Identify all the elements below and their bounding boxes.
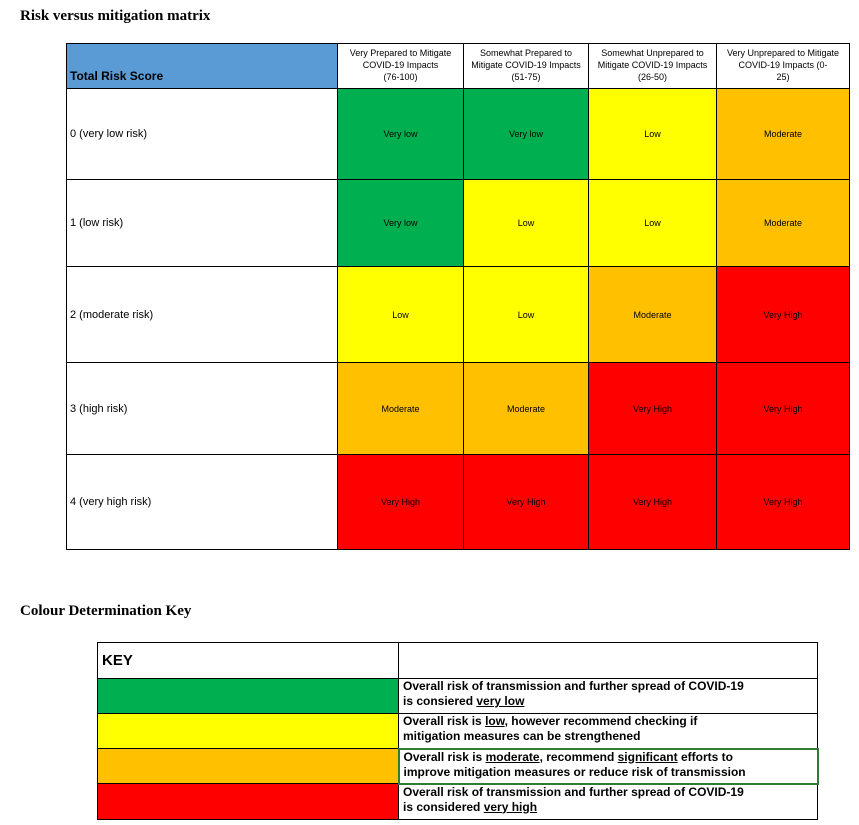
column-header-somewhat-unprepared: Somewhat Unprepared to Mitigate COVID-19 Impacts (26-50) [589,44,717,89]
key-description: Overall risk of transmission and further spread of COVID-19 is consiered very low [399,679,818,714]
row-header: 1 (low risk) [67,180,338,267]
column-header-very-unprepared: Very Unprepared to Mitigate COVID-19 Impacts (0- 25) [717,44,850,89]
risk-mitigation-matrix [66,43,850,550]
matrix-cell: Very low [338,180,464,267]
matrix-cell: Low [464,180,589,267]
matrix-cell: Moderate [589,267,717,363]
matrix-cell: Very High [589,455,717,550]
key-description: Overall risk is moderate, recommend significant efforts to improve mitigation measures or reduce risk of transmission [399,749,818,784]
row-header: 4 (very high risk) [67,455,338,550]
matrix-row [67,180,850,267]
matrix-cell: Moderate [338,363,464,455]
colour-key-table [97,642,819,820]
key-header: KEY [98,643,399,679]
key-description: Overall risk is low, however recommend checking if mitigation measures can be strengthened [399,714,818,749]
matrix-cell: Low [589,180,717,267]
matrix-cell: Moderate [717,89,850,180]
row-header: 3 (high risk) [67,363,338,455]
matrix-cell: Very low [464,89,589,180]
total-risk-score-header: Total Risk Score [67,44,338,89]
matrix-cell: Low [464,267,589,363]
column-header-very-prepared: Very Prepared to Mitigate COVID-19 Impacts (76-100) [338,44,464,89]
matrix-cell: Very High [589,363,717,455]
matrix-cell: Very High [464,455,589,550]
matrix-cell: Very High [717,455,850,550]
key-header-blank [399,643,818,679]
matrix-row [67,455,850,550]
swatch-very-high [98,784,399,820]
matrix-cell: Very High [717,363,850,455]
key-row [98,679,818,714]
key-title: Colour Determination Key [20,603,192,619]
matrix-cell: Low [338,267,464,363]
matrix-cell: Moderate [464,363,589,455]
matrix-row [67,363,850,455]
swatch-very-low [98,679,399,714]
row-header: 2 (moderate risk) [67,267,338,363]
key-row [98,784,818,820]
matrix-row [67,267,850,363]
key-description: Overall risk of transmission and further spread of COVID-19 is considered very high [399,784,818,820]
matrix-cell: Moderate [717,180,850,267]
key-row [98,714,818,749]
row-header: 0 (very low risk) [67,89,338,180]
key-row [98,749,818,784]
matrix-cell: Low [589,89,717,180]
matrix-title: Risk versus mitigation matrix [20,8,211,24]
matrix-cell: Very low [338,89,464,180]
matrix-cell: Very High [338,455,464,550]
swatch-low [98,714,399,749]
matrix-row [67,89,850,180]
matrix-cell: Very High [717,267,850,363]
column-header-somewhat-prepared: Somewhat Prepared to Mitigate COVID-19 Impacts (51-75) [464,44,589,89]
swatch-moderate [98,749,399,784]
